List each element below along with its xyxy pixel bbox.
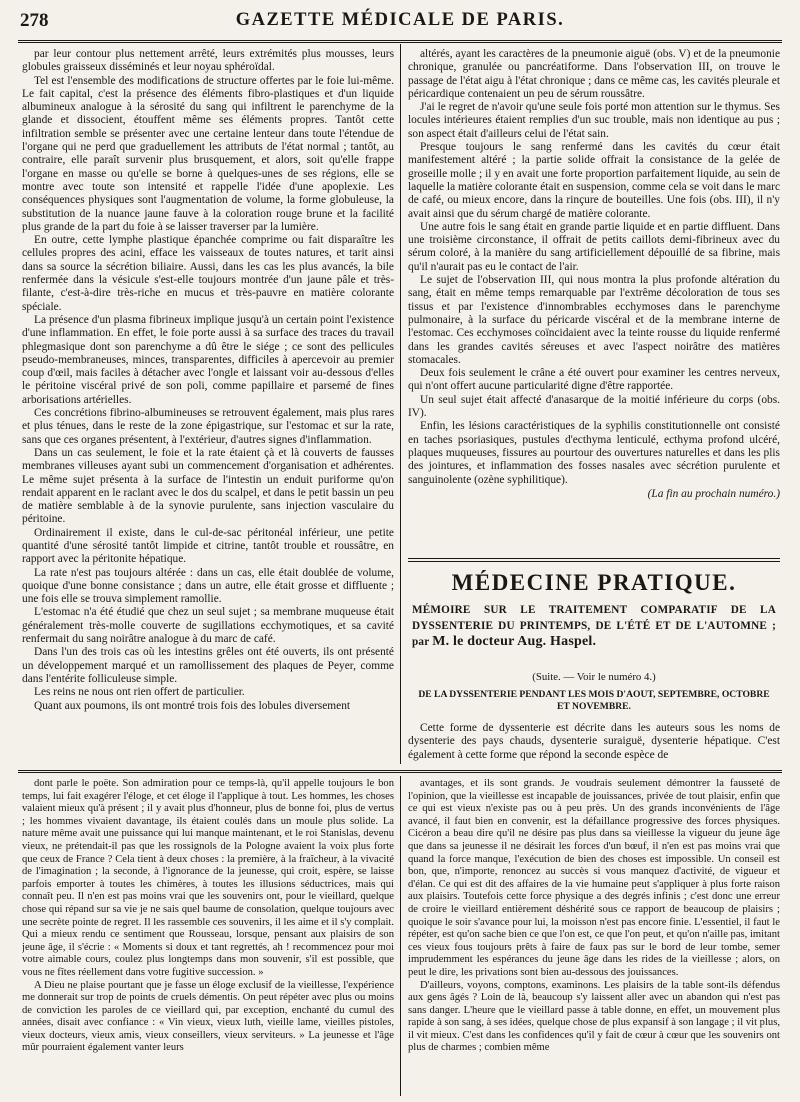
paragraph: Une autre fois le sang était en grande partie liquide et en partie diffluent. Dans une troisième circonstance, il offrait de petits caillots demi-fibrineux avec du sérum coloré, à la manière du sang artificiellement dépouillé de sa fibrine, mais qu'il n'aurait pas eu le contact de l'air. [408,220,780,273]
paragraph: Quant aux poumons, ils ont montré trois fois des lobules diversement [34,699,351,712]
paragraph: Ordinairement il existe, dans le cul-de-sac péritonéal inférieur, une petite quantité d'une sérosité tantôt limpide et citrine, tantôt trouble et roussâtre, en rapport avec la péritonite hépatique. [22,526,394,566]
paragraph: La rate n'est pas toujours altérée : dans un cas, elle était doublée de volume, quoique d'une bonne consistance ; dans un autre, elle était grosse et diffluente ; une fois elle se trouva simplement ramollie. [22,566,394,606]
gazette-title: GAZETTE MÉDICALE DE PARIS. [235,10,565,30]
header-rule [18,40,782,43]
paragraph: La présence d'un plasma fibrineux implique jusqu'à un certain point l'existence d'une inflammation. En effet, le foie porte aussi à sa surface des traces du travail phlegmasique dont son parenchyme a dû être le siége ; ce sont des pellicules pseudo-membraneuses, minces, transparentes, difficiles à apercevoir au premier coup d'œil, mais faciles à détacher avec l'ongle et laissant voir au-dessous d'elles le péritoine viscéral privé de son poli, comme papillaire et parsemé de fines arborisations artérielles. [22,313,394,406]
feuilleton-divider [400,776,401,1096]
section-title: MÉDECINE PRATIQUE. [451,570,737,595]
paragraph: En outre, cette lymphe plastique épanchée comprime ou fait disparaître les cellules propres des acini, efface les vaisseaux de toutes natures, et tarit ainsi dans sa source la sécrétion biliaire. Aussi, dans les cas les plus avancés, la bile renfermée dans la vésicule s'est-elle toujours montrée d'un jaune pâle et très-filante, c'est-à-dire très-riche en mucus et très-pauvre en matière colorante spéciale. [22,234,394,313]
page-number: 278 [20,10,49,31]
feuilleton-left-column [22,778,394,1096]
continuation-ref: (Suite. — Voir le numéro 4.) [532,671,656,683]
paragraph: avantages, et ils sont grands. Je voudrais seulement démontrer la fausseté de l'opinion, que la vieillesse est incapable de jouissances, privée de tout plaisir, enfin que ce qui est vieux n'existe pas ou à peu près. Un des grands inconvénients de l'âge avancé, il faut bien en convenir, est la défaillance progressive des forces physiques. Cicéron a beau dire qu'il ne désire pas plus dans sa vieillesse la vigueur du jeune âge que dans sa jeunesse il ne désirait les forces d'un bœuf, il n'en est pas moins vrai que quand la force manque, l'exécution de bien des choses est impossible. Un conseil est bon, que, n'importe, renoncez au succès si vous manquez d'activité, de vigueur et d'élan. Ce qui est dit des affaires de la vie humaine peut s'appliquer à plus forte raison aux plaisirs. Toutefois cette force physique a des degrés infinis ; c'est donc une erreur de croire le vieillard entièrement déshérité sous ce rapport de beaucoup de plaisirs ; quoique le soir s'avance pour lui, la moisson n'est pas encore finie. L'essentiel, il faut le répéter, est qu'on sache bien ce que l'on est, ce que l'on peut, et qu'on n'aille pas, imitant ces vieux fous toujours prêts à faire de faux pas sur le bord de leur tombe, semer imprudemment les espérances du jeune âge dans les rides de la vieillesse ; alors, on peut le dire, les privations sont bien au-dessous des jouissances. [408,778,780,978]
paragraph: Cette forme de dyssenterie est décrite dans les auteurs sous les noms de dysenterie des pays chauds, dysenterie suraiguë, dysenterie hépatique. C'est également à cette forme que répond la seconde espèce de [408,722,780,761]
left-column [22,48,394,762]
article-title [412,602,776,650]
continuation-note: (La fin au prochain numéro.) [647,487,780,500]
feuilleton-rule [18,770,782,773]
paragraph: Dans l'un des trois cas où les intestins grêles ont été ouverts, ils ont présenté un développement marqué et un ramollissement des plaques de Peyer, comme dans l'entérite folliculeuse simple. [22,646,394,685]
paragraph: L'estomac n'a été étudié que chez un seul sujet ; sa membrane muqueuse était généralement très-molle couverte de sugillations ecchymotiques, et sa cavité renfermait du sang noirâtre analogue à du marc de café. [22,606,394,646]
paragraph: Enfin, les lésions caractéristiques de la syphilis constitutionnelle ont consisté en taches psoriasiques, pustules d'ecthyma lenticulé, ecthyma profond ulcéré, plaques muqueuses, fissures au pourtour des ouvertures naturelles et dans les plis des jointures, et inflammation des fosses nasales avec sécrétion purulente et sanguinolente (ozène syphilitique). [408,420,780,486]
paragraph: altérés, ayant les caractères de la pneumonie aiguë (obs. V) et de la pneumonie chronique, granulée ou pancréatiforme. Dans l'observation III, on trouve le passage de l'état aigu à l'état chronique ; dans ce même cas, les cavités pleurale et péricardique contenaient un peu de sérum roussâtre. [408,48,780,100]
column-divider [400,44,401,764]
paragraph: Presque toujours le sang renfermé dans les cavités du cœur était manifestement altéré ; la partie solide offrait la consistance de la gelée de groseille molle ; il y en avait une forte proportion parfaitement liquide, au sein de laquelle la matière colorante était en suspension, comme cela se voit dans le marc de café, ou mieux encore, dans la rinçure de bouteilles. Une fois (obs. III), il n'y avait ainsi que du sérum chargé de matière colorante. [408,141,780,220]
paragraph: Ces concrétions fibrino-albumineuses se retrouvent également, mais plus rares et plus ténues, dans le reste de la zone épigastrique, sur l'estomac et sur la rate, sans que ces organes présentent, à l'extérieur, d'autres signes d'inflammation. [22,407,394,446]
feuilleton-right-column [408,778,780,1096]
paragraph: dont parle le poëte. Son admiration pour ce temps-là, qu'il appelle toujours le bon temps, lui fait exagérer l'éloge, et cet éloge il l'applique à tout. Les hommes, les choses valaient mieux qu'à présent ; il y avait plus d'honneur, plus de bonne foi, plus de vertus ; les hommes vivaient davantage, ils étaient coulés dans un moule plus solide. La nature même avait une puissance qui lui manque maintenant, et le roi Stanislas, devenu vieux, ne prétendait-il pas que les rossignols de la Pologne avaient la voix plus forte que ceux de France ? Cela tient à deux choses : la première, à la fraîcheur, à la vivacité de l'imagination ; la seconde, à l'ignorance de la jeunesse, qui croit, espère, se laisse parfois emporter à toutes les chimères, à toutes les illusions séductrices, mais qui connaît peu. Il n'en est pas moins vrai que les souvenirs ont, pour le vieillard, quelque chose qui répand sur sa vie je ne sais quel baume de consolation, quelque toujours avec une secrète pointe de regret. Il les rassemble ces souvenirs, il les aime et il s'y complait. Qui a mieux rendu ce sentiment que Rousseau, lorsque, pensant aux plaisirs de son jeune âge, il s'écrie : « Moments si doux et tant regrettés, ah ! recommencez pour moi votre aimable cours, coulez plus longtemps dans mon souvenir, s'il est possible, que vous ne fîtes réellement dans votre fugitive succession. » [22,778,394,978]
article-subhead: DE LA DYSSENTERIE PENDANT LES MOIS D'AOUT, SEPTEMBRE, OCTOBRE ET NOVEMBRE. [418,689,770,712]
paragraph: Le sujet de l'observation III, qui nous montra la plus profonde altération du sang, était en même temps remarquable par l'extrême décoloration de tous ses tissus et par l'existence d'innombrables ecchymoses dans le parenchyme pulmonaire, à la surface du péricarde viscéral et de la membrane interne de l'estomac. Ces ecchymoses coïncidaient avec la teinte rousse du liquide renfermé dans les grandes cavités séreuses et avec l'aspect noirâtre des matières stomacales. [408,274,780,366]
paragraph: Dans un cas seulement, le foie et la rate étaient çà et là couverts de fausses membranes villeuses ayant subi un commencement d'organisation et adhérentes. Le même sujet présenta à la surface de l'intestin un enduit puriforme qu'on rendait apparent en le raclant avec le dos du scalpel, et dans le petit bassin un peu de matière semblable à de la synovie purulente, sans injection vasculaire du péritoine. [22,446,394,526]
paragraph: Les reins ne nous ont rien offert de particulier. [34,686,245,699]
paragraph: J'ai le regret de n'avoir qu'une seule fois porté mon attention sur le thymus. Ses locules intérieures étaient remplies d'un suc trouble, mais non identique au pus ; son aspect était d'ailleurs celui de l'état sain. [408,101,780,140]
section-rule [408,558,780,559]
right-column [408,48,780,554]
paragraph: D'ailleurs, voyons, comptons, examinons. Les plaisirs de la table sont-ils défendus aux gens âgés ? Loin de là, beaucoup s'y laissent aller avec un abandon qui n'est pas sans danger. L'heure que le vieillard passe à table donne, en effet, un mouvement plus rapide à son sang, à ses idées, quelque chose de plus expansif à son langage ; il vit plus, il vit mieux. C'est dans les confidences qu'il y fait de cœur à cœur que les souvenirs ont plus de charmes ; combien même [408,979,780,1054]
section-rule-secondary [408,561,780,562]
paragraph: Tel est l'ensemble des modifications de structure offertes par le foie lui-même. Le fait capital, c'est la présence des éléments fibro-plastiques et d'un liquide albumineux analogue à la sérosité du sang qui infiltrent le parenchyme de la glande et dissocient, étouffent même ses éléments propres. Tantôt cette infiltration semble se présenter avec une certaine lenteur dans toute l'étendue de l'organe qui ne perd que graduellement les attributs de l'état normal ; tantôt, au contraire, elle paraît survenir plus brusquement, et alors, soit qu'elle frappe l'organe en masse ou qu'elle se borne à quelques-unes de ses régions, elle se montre avec toute son intensité et rappelle l'idée d'une apoplexie. Les conséquences physiques sont l'augmentation de volume, la forme globuleuse, la substitution de la nuance jaune fauve à la coloration rouge brune et la facilité plus grande de la part du foie à se laisser traverser par la lumière. [22,74,394,233]
paragraph: Deux fois seulement le crâne a été ouvert pour examiner les centres nerveux, qui n'ont offert aucune particularité digne d'être rapportée. [408,367,780,393]
article-author: M. le docteur Aug. Haspel. [432,634,597,649]
paragraph: A Dieu ne plaise pourtant que je fasse un éloge exclusif de la vieillesse, l'expérience me donnerait sur trop de points de cruels démentis. On peut répéter avec plus ou moins de conviction les paroles de ce vieillard qui, par exception, enchanté du cumul des années, disait avec confiance : « Vin vieux, vieux luth, vieille lame, vieilles pistoles, vieux docteurs, vieux amis, vieux conseillers, vieux serviteurs. » La jeunesse et l'âge mûr pourraient également vanter leurs [22,979,394,1054]
article-title-text: MÉMOIRE SUR LE TRAITEMENT COMPARATIF DE LA DYSSENTERIE DU PRINTEMPS, DE L'ÉTÉ ET DE L'AUTOMNE ; par [412,604,776,648]
page-header [20,10,780,36]
paragraph: par leur contour plus nettement arrêté, leurs extrémités plus mousses, leurs globules graisseux disséminés et leur noyau sphéroïdal. [22,48,394,74]
article-body [408,722,780,764]
paragraph: Un seul sujet était affecté d'anasarque de la moitié inférieure du corps (obs. IV). [408,393,780,420]
